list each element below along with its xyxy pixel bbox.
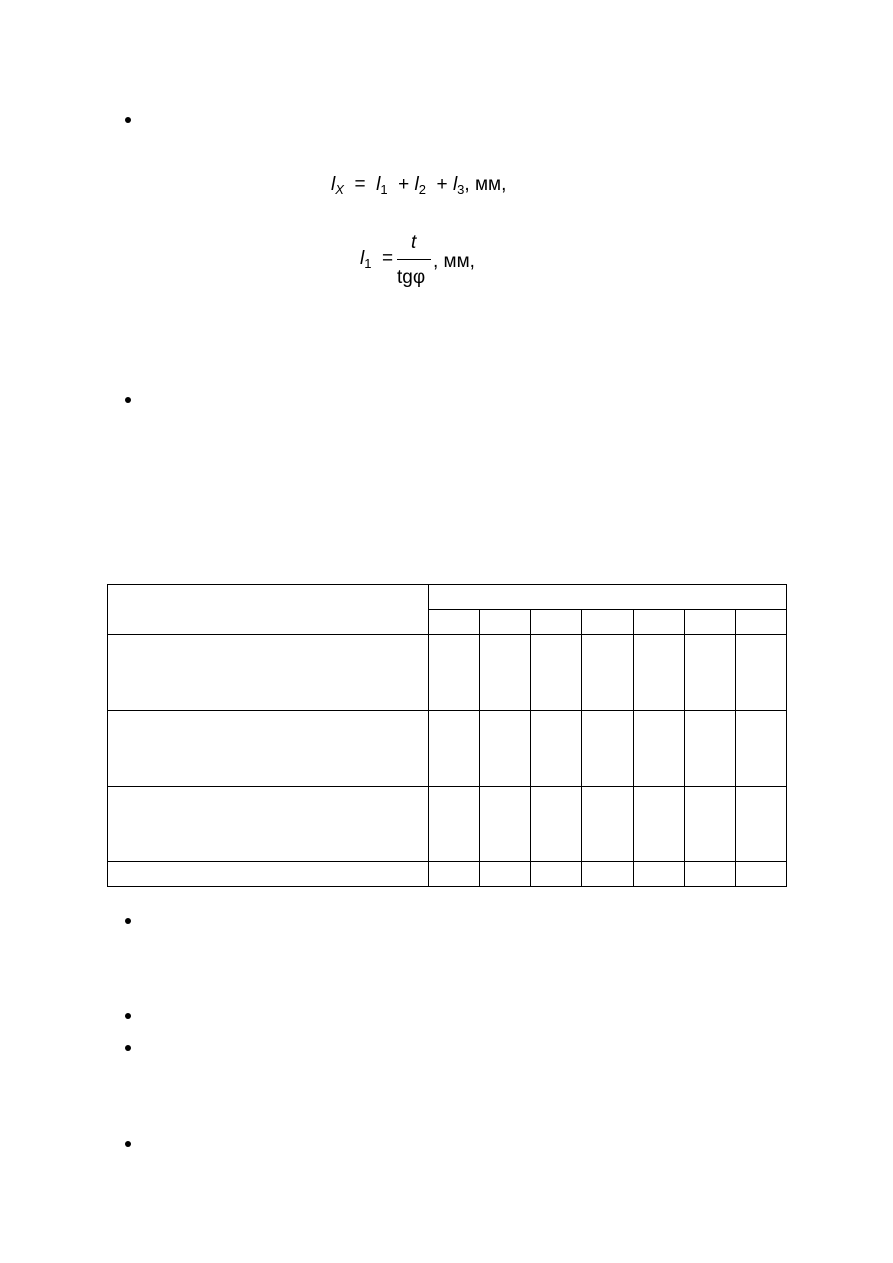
formula-sum-term-3: l [452,174,458,195]
table-cell [480,635,531,711]
table-cell [634,787,685,862]
table-cell [108,711,429,787]
table-cell [736,862,787,887]
table-cell [429,711,480,787]
table-cell [480,711,531,787]
table-cell [736,787,787,862]
table-cell [634,862,685,887]
table-subheader-cell [480,610,531,635]
bullet-2 [125,397,131,403]
table-cell [531,862,582,887]
table-cell [634,635,685,711]
table-row [108,711,787,787]
table-subheader-cell [634,610,685,635]
table-subheader-cell [429,610,480,635]
table-cell [108,787,429,862]
table-cell [108,862,429,887]
table-cell [582,635,634,711]
formula-sum-plus-1: + [392,174,415,195]
table-cell [582,711,634,787]
formula-fraction-numerator: t [411,232,417,253]
table-cell [480,862,531,887]
table-cell [531,635,582,711]
formula-sum-term-1: l [376,174,381,195]
bullet-4 [125,1013,131,1019]
formula-sum-lhs-sub: X [335,182,344,197]
formula-sum-lhs: l [331,174,336,195]
formula-fraction-lhs-sub: 1 [364,256,372,271]
formula-fraction-lhs [360,249,393,270]
formula-fraction-denominator: tgφ [397,267,426,288]
table-subheader-cell [685,610,736,635]
formula-fraction-equals-sign: = [382,248,394,269]
table-cell [736,635,787,711]
formula-sum-unit: , мм, [464,174,507,195]
table-cell [429,787,480,862]
table-cell [582,787,634,862]
formula-sum-term-1-sub: 1 [380,182,388,197]
table-cell [480,787,531,862]
table-subheader-cell [736,610,787,635]
formula-sum-plus-2: + [431,174,453,195]
table-cell [429,635,480,711]
table-cell [685,862,736,887]
formula-fraction-lhs-symbol: l [360,248,365,269]
formula-sum [331,175,506,196]
formula-sum-equals: = [349,174,371,195]
table-header-label-cell [108,585,429,635]
table-cell [429,862,480,887]
formula-fraction-unit: , мм, [433,251,475,272]
table-cell [531,787,582,862]
formula-sum-term-3-sub: 3 [457,182,465,197]
bullet-5 [125,1045,131,1051]
table-row [108,635,787,711]
bullet-3 [125,918,131,924]
table-header-group-cell [429,585,787,610]
table-cell [582,862,634,887]
data-table [107,584,787,887]
bullet-1 [125,117,131,123]
table-row [108,787,787,862]
table-cell [108,635,429,711]
table-header-row [108,585,787,610]
table-subheader-cell [582,610,634,635]
table-cell [736,711,787,787]
formula-sum-term-2: l [414,174,419,195]
table-cell [634,711,685,787]
formula-fraction-bar [397,259,431,260]
table-cell [685,635,736,711]
table-cell [531,711,582,787]
formula-fraction [397,232,433,292]
table-row [108,862,787,887]
table-cell [685,787,736,862]
formula-sum-term-2-sub: 2 [418,182,426,197]
table-cell [685,711,736,787]
bullet-6 [125,1141,131,1147]
table-subheader-cell [531,610,582,635]
